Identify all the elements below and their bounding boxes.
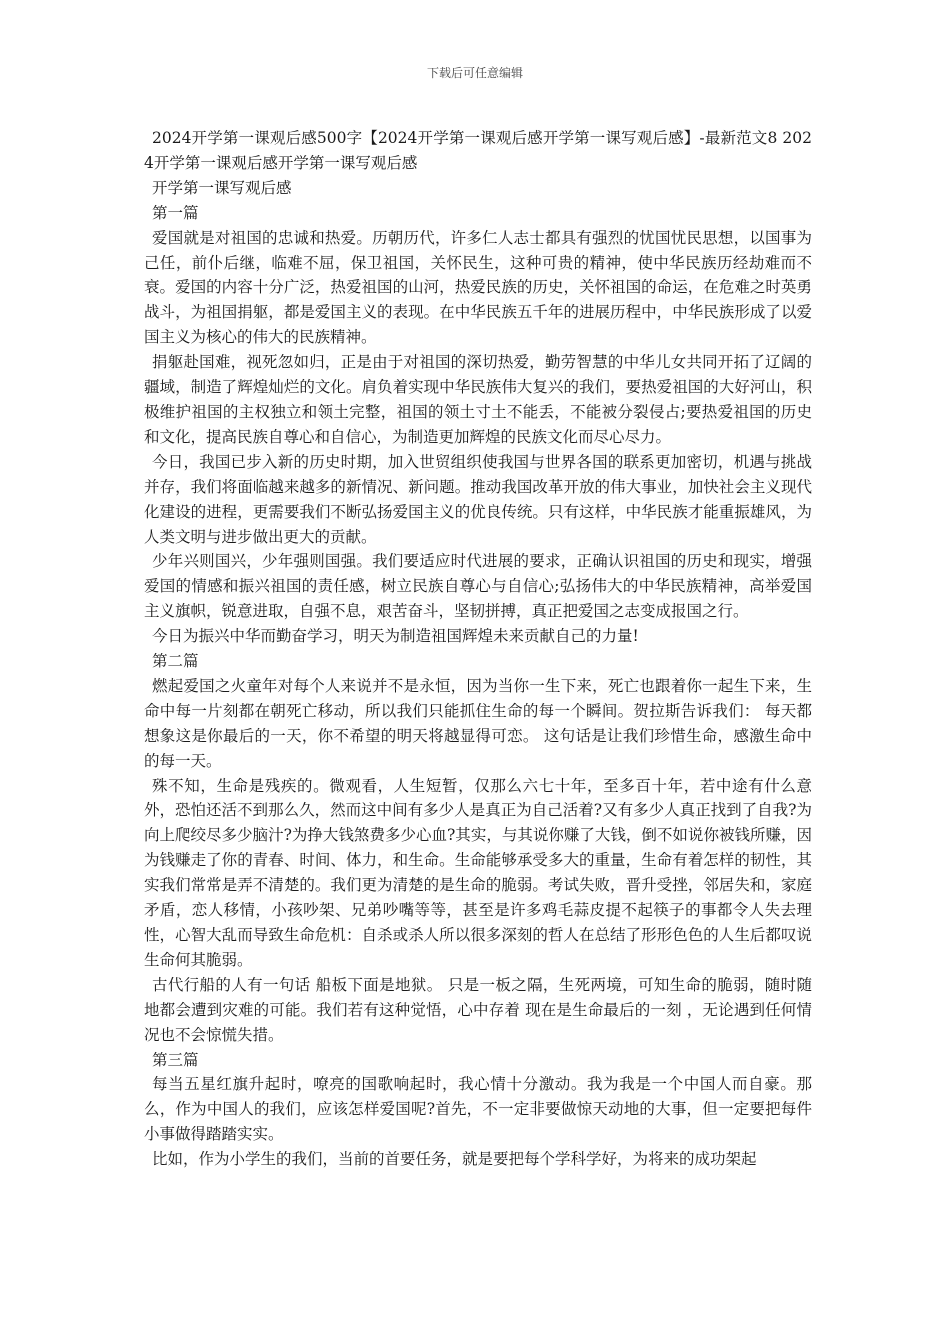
paragraph: 少年兴则国兴，少年强则国强。我们要适应时代进展的要求，正确认识祖国的历史和现实，增强爱国的情感和振兴祖国的责任感，树立民族自尊心与自信心;弘扬伟大的中华民族精神，高举爱国主义旗帜，锐意进取，自强不息，艰苦奋斗，坚韧拼搏，真正把爱国之志变成报国之行。: [144, 552, 812, 621]
document-subtitle: 开学第一课写观后感: [152, 178, 292, 197]
document-body: [144, 126, 812, 1172]
paragraph: 每当五星红旗升起时，嘹亮的国歌响起时，我心情十分激动。我为我是一个中国人而自豪。那么，作为中国人的我们，应该怎样爱国呢?首先，不一定非要做惊天动地的大事，但一定要把每件小事做得踏踏实实。: [144, 1075, 812, 1144]
page-header: 下载后可任意编辑: [426, 66, 523, 80]
paragraph: 比如，作为小学生的我们，当前的首要任务，就是要把每个学科学好，为将来的成功架起: [152, 1150, 757, 1169]
section-heading: 第三篇: [152, 1050, 199, 1069]
paragraph: 古代行船的人有一句话 船板下面是地狱。 只是一板之隔，生死两境，可知生命的脆弱，随时随地都会遭到灾难的可能。我们若有这种觉悟，心中存着 现在是生命最后的一刻 ，无论遇到任何情况也不会惊慌失措。: [144, 975, 812, 1044]
section-heading: 第二篇: [152, 652, 199, 671]
document-title: 2024开学第一课观后感500字【2024开学第一课观后感开学第一课写观后感】-最新范文8 2024开学第一课观后感开学第一课写观后感: [144, 129, 812, 172]
paragraph: 燃起爱国之火童年对每个人来说并不是永恒，因为当你一生下来，死亡也跟着你一起生下来，生命中每一片刻都在朝死亡移动，所以我们只能抓住生命的每一个瞬间。贺拉斯告诉我们： 每天都想象这是你最后的一天，你不希望的明天将越显得可恋。 这句话是让我们珍惜生命，感激生命中的每一天。: [144, 676, 812, 770]
paragraph: 今日为振兴中华而勤奋学习，明天为制造祖国辉煌未来贡献自己的力量!: [152, 627, 639, 646]
paragraph: 今日，我国已步入新的历史时期，加入世贸组织使我国与世界各国的联系更加密切，机遇与挑战并存，我们将面临越来越多的新情况、新问题。推动我国改革开放的伟大事业，加快社会主义现代化建设的进程，更需要我们不断弘扬爱国主义的优良传统。只有这样，中华民族才能重振雄风，为人类文明与进步做出更大的贡献。: [144, 452, 812, 546]
section-heading: 第一篇: [152, 203, 199, 222]
paragraph: 捐躯赴国难，视死忽如归，正是由于对祖国的深切热爱，勤劳智慧的中华儿女共同开拓了辽阔的疆域，制造了辉煌灿烂的文化。肩负着实现中华民族伟大复兴的我们，要热爱祖国的大好河山，积极维护祖国的主权独立和领土完整，祖国的领土寸土不能丢，不能被分裂侵占;要热爱祖国的历史和文化，提高民族自尊心和自信心，为制造更加辉煌的民族文化而尽心尽力。: [144, 353, 812, 446]
paragraph: 爱国就是对祖国的忠诚和热爱。历朝历代，许多仁人志士都具有强烈的忧国忧民思想，以国事为己任，前仆后继，临难不屈，保卫祖国，关怀民生，这种可贵的精神，使中华民族历经劫难而不衰。爱国的内容十分广泛，热爱祖国的山河，热爱民族的历史，关怀祖国的命运，在危难之时英勇战斗，为祖国捐躯，都是爱国主义的表现。在中华民族五千年的进展历程中，中华民族形成了以爱国主义为核心的伟大的民族精神。: [144, 228, 812, 347]
paragraph: 殊不知，生命是残疾的。微观看，人生短暂，仅那么六七十年，至多百十年，若中途有什么意外，恐怕还活不到那么久，然而这中间有多少人是真正为自己活着?又有多少人真正找到了自我?为向上爬绞尽多少脑汁?为挣大钱煞费多少心血?其实，与其说你赚了大钱，倒不如说你被钱所赚，因为钱赚走了你的青春、时间、体力，和生命。生命能够承受多大的重量，生命有着怎样的韧性，其实我们常常是弄不清楚的。我们更为清楚的是生命的脆弱。考试失败，晋升受挫，邻居失和，家庭矛盾，恋人移情，小孩吵架、兄弟吵嘴等等，甚至是许多鸡毛蒜皮提不起筷子的事都令人失去理性，心智大乱而导致生命危机：自杀或杀人所以很多深刻的哲人在总结了形形色色的人生后都叹说生命何其脆弱。: [144, 776, 812, 969]
